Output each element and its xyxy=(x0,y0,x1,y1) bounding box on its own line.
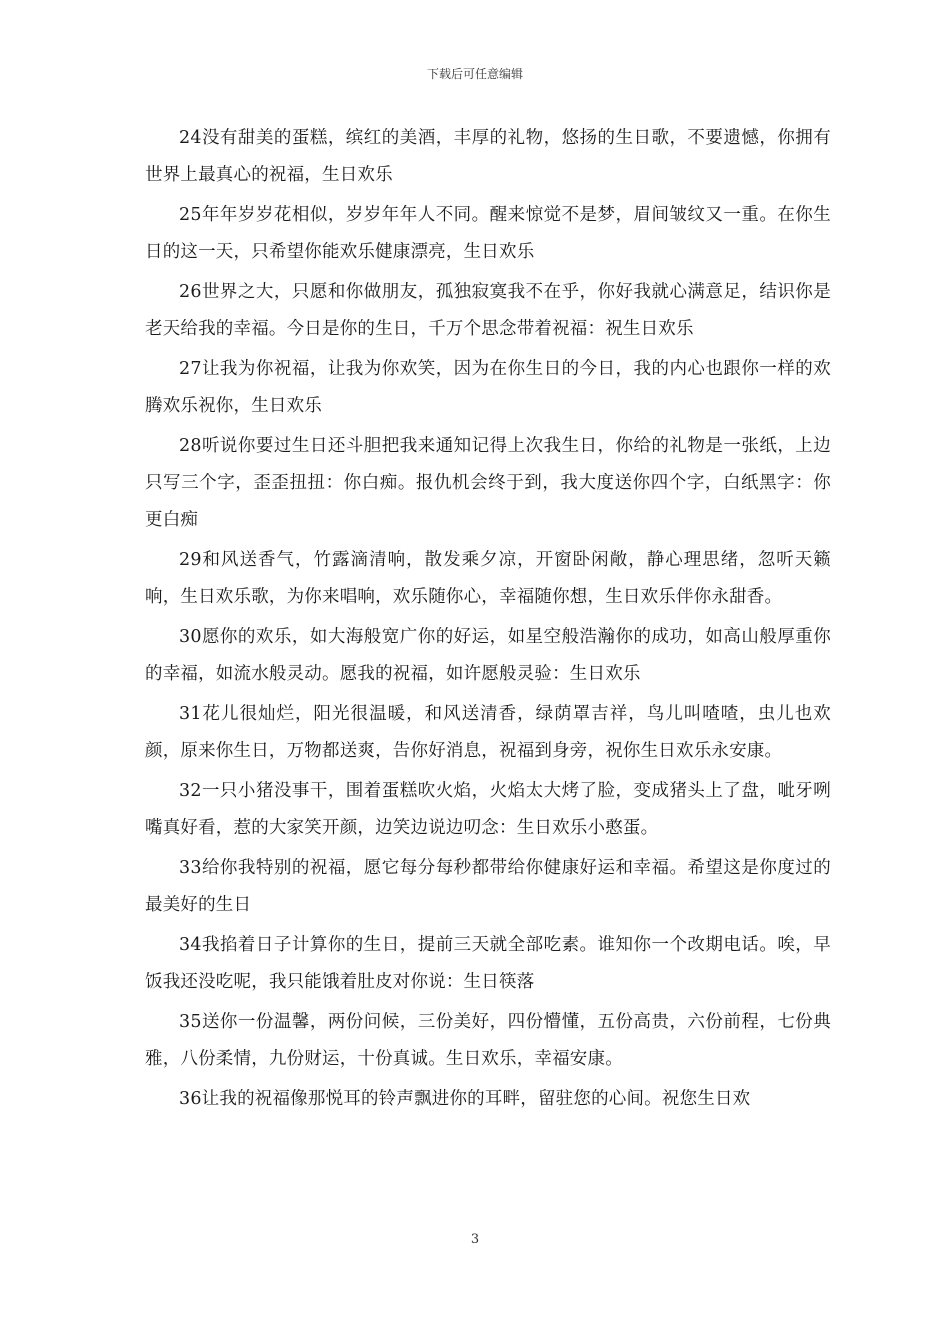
paragraph-35: 35送你一份温馨，两份问候，三份美好，四份懵懂，五份高贵，六份前程，七份典雅，八份柔情，九份财运，十份真诚。生日欢乐，幸福安康。 xyxy=(145,1012,831,1069)
page-number: 3 xyxy=(470,1232,480,1247)
paragraph-31: 31花儿很灿烂，阳光很温暖，和风送清香，绿荫罩吉祥，鸟儿叫喳喳，虫儿也欢颜，原来你生日，万物都送爽，告你好消息，祝福到身旁，祝你生日欢乐永安康。 xyxy=(145,704,831,761)
document-body xyxy=(145,120,831,1121)
paragraph-27: 27让我为你祝福，让我为你欢笑，因为在你生日的今日，我的内心也跟你一样的欢腾欢乐祝你，生日欢乐 xyxy=(145,359,831,416)
paragraph-28: 28听说你要过生日还斗胆把我来通知记得上次我生日，你给的礼物是一张纸，上边只写三个字，歪歪扭扭：你白痴。报仇机会终于到，我大度送你四个字，白纸黑字：你更白痴 xyxy=(145,436,831,530)
paragraph-33: 33给你我特别的祝福，愿它每分每秒都带给你健康好运和幸福。希望这是你度过的最美好的生日 xyxy=(145,858,831,915)
paragraph-30: 30愿你的欢乐，如大海般宽广你的好运，如星空般浩瀚你的成功，如高山般厚重你的幸福，如流水般灵动。愿我的祝福，如许愿般灵验：生日欢乐 xyxy=(145,627,831,684)
paragraph-36: 36让我的祝福像那悦耳的铃声飘进你的耳畔，留驻您的心间。祝您生日欢 xyxy=(179,1089,751,1109)
paragraph-29: 29和风送香气，竹露滴清响，散发乘夕凉，开窗卧闲敞，静心理思绪，忽听天籁响，生日欢乐歌，为你来唱响，欢乐随你心，幸福随你想，生日欢乐伴你永甜香。 xyxy=(145,550,831,607)
paragraph-32: 32一只小猪没事干，围着蛋糕吹火焰，火焰太大烤了脸，变成猪头上了盘，呲牙咧嘴真好看，惹的大家笑开颜，边笑边说边叨念：生日欢乐小憨蛋。 xyxy=(145,781,831,838)
paragraph-25: 25年年岁岁花相似，岁岁年年人不同。醒来惊觉不是梦，眉间皱纹又一重。在你生日的这一天，只希望你能欢乐健康漂亮，生日欢乐 xyxy=(145,205,831,262)
paragraph-34: 34我掐着日子计算你的生日，提前三天就全部吃素。谁知你一个改期电话。唉，早饭我还没吃呢，我只能饿着肚皮对你说：生日筷落 xyxy=(145,935,831,992)
paragraph-24: 24没有甜美的蛋糕，缤红的美酒，丰厚的礼物，悠扬的生日歌，不要遗憾，你拥有世界上最真心的祝福，生日欢乐 xyxy=(145,128,831,185)
page-header: 下载后可任意编辑 xyxy=(426,67,523,81)
paragraph-26: 26世界之大，只愿和你做朋友，孤独寂寞我不在乎，你好我就心满意足，结识你是老天给我的幸福。今日是你的生日，千万个思念带着祝福：祝生日欢乐 xyxy=(145,282,831,339)
